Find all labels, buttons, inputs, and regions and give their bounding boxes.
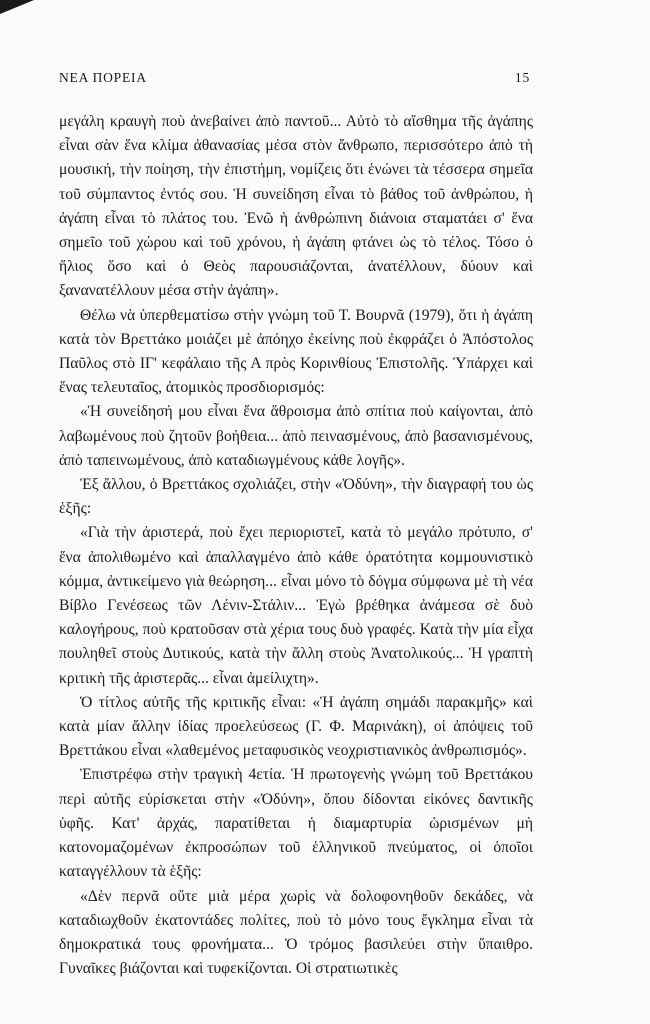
- paragraph: Ἐπιστρέφω στὴν τραγικὴ 4ετία. Ἡ πρωτογενὴς γνώμη τοῦ Βρεττάκου περὶ αὐτῆς εὑρίσκεται στὴν «Ὀδύνη», ὅπου δίδονται εἰκόνες δαντικῆς ὑφῆς. Κατ' ἀρχάς, παρατίθεται ἡ διαμαρτυρία ὡρισμένων μὴ κατονομαζομένων ἐκπροσώπων τοῦ ἑλληνικοῦ πνεύματος, οἱ ὁποῖοι καταγγέλλουν τὰ ἑξῆς:: [59, 766, 533, 881]
- quotation: «Ἡ συνείδησή μου εἶναι ἕνα ἄθροισμα ἀπὸ σπίτια ποὺ καίγονται, ἀπὸ λαβωμένους ποὺ ζητοῦν βοήθεια... ἀπὸ πεινασμένους, ἀπὸ βασανισμένους, ἀπὸ ταπεινωμένους, ἀπὸ καταδιωγμένους κάθε λογῆς».: [59, 403, 533, 469]
- page-corner-mark: [0, 0, 34, 14]
- paragraph-continued: μεγάλη κραυγὴ ποὺ ἀνεβαίνει ἀπὸ παντοῦ... Αὐτὸ τὸ αἴσθημα τῆς ἀγάπης εἶναι σὰν ἕνα κλίμα ἀθανασίας μέσα στὸν ἄνθρωπο, περισσότερο ἀπὸ τὴ μουσική, τὴν ποίηση, τὴν ἐπιστήμη, νομίζεις ὅτι ἑνώνει τὰ τέσσερα σημεῖα τοῦ σύμπαντος ἐντός σου. Ἡ συνείδηση εἶναι τὸ βάθος τοῦ ἀνθρώπου, ἡ ἀγάπη εἶναι τὸ πλάτος του. Ἐνῶ ἡ ἀνθρώπινη διάνοια σταματάει σ' ἕνα σημεῖο τοῦ χώρου καὶ τοῦ χρόνου, ἡ ἀγάπη φτάνει ὡς τὸ τέλος. Τόσο ὁ ἥλιος ὅσο καὶ ὁ Θεὸς παρουσιάζονται, ἀνατέλλουν, δύουν καὶ ξανανατέλλουν μέσα στὴν ἀγάπη».: [59, 113, 533, 300]
- page-header: [59, 70, 530, 88]
- page-number: 15: [514, 70, 530, 85]
- paragraph: Ὁ τίτλος αὐτῆς τῆς κριτικῆς εἶναι: «Ἡ ἀγάπη σημάδι παρακμῆς» καὶ κατὰ μίαν ἄλλην ἰδίας προελεύσεως (Γ. Φ. Μαρινάκη), οἱ ἀπόψεις τοῦ Βρεττάκου εἶναι «λαθεμένος μεταφυσικὸς νεοχριστιανικὸς ἀνθρωπισμός».: [59, 693, 533, 760]
- quotation: «Γιὰ τὴν ἀριστερά, ποὺ ἔχει περιοριστεῖ, κατὰ τὸ μεγάλο πρότυπο, σ' ἕνα ἀπολιθωμένο καὶ ἀπαλλαγμένο ἀπὸ κάθε ὁρατότητα κομμουνιστικὸ κόμμα, ἀντικείμενο γιὰ θεώρηση... εἶναι μόνο τὸ δόγμα σύμφωνα μὲ τὴ νέα Βίβλο Γενέσεως τῶν Λένιν-Στάλιν... Ἐγὼ βρέθηκα ἀνάμεσα σὲ δυὸ καλογήρους, ποὺ κρατοῦσαν στὰ χέρια τους δυὸ γραφές. Κατὰ τὴν μία εἶχα πουληθεῖ στοὺς Δυτικούς, κατὰ τὴν ἄλλη στοὺς Ἀνατολικούς... Ἡ γραπτὴ κριτικὴ τῆς ἀριστερᾶς... εἶναι ἀμείλιχτη».: [59, 524, 533, 687]
- paragraph: Ἐξ ἄλλου, ὁ Βρεττάκος σχολιάζει, στὴν «Ὀδύνη», τὴν διαγραφή του ὡς ἑξῆς:: [59, 476, 533, 518]
- page-body: [59, 110, 533, 981]
- quotation: «Δὲν περνᾶ οὔτε μιὰ μέρα χωρὶς νὰ δολοφονηθοῦν δεκάδες, νὰ καταδιωχθοῦν ἑκατοντάδες πολίτες, ποὺ τὸ μόνο τους ἔγκλημα εἶναι τὰ δημοκρατικά τους φρονήματα... Ὁ τρόμος βασιλεύει στὴν ὕπαιθρο. Γυναῖκες βιάζονται καὶ τυφεκίζονται. Οἱ στρατιωτικὲς: [59, 887, 533, 978]
- paragraph: Θέλω νὰ ὑπερθεματίσω στὴν γνώμη τοῦ Τ. Βουρνᾶ (1979), ὅτι ἡ ἀγάπη κατὰ τὸν Βρεττάκο μοιάζει μὲ ἀπόηχο ἐκείνης ποὺ ἐκφράζει ὁ Ἀπόστολος Παῦλος στὸ ΙΓ' κεφάλαιο τῆς Α πρὸς Κορινθίους Ἐπιστολῆς. Ὑπάρχει καὶ ἕνας τελευταῖος, ἀτομικὸς προσδιορισμός:: [59, 306, 533, 397]
- running-title: ΝΕΑ ΠΟΡΕΙΑ: [59, 70, 147, 85]
